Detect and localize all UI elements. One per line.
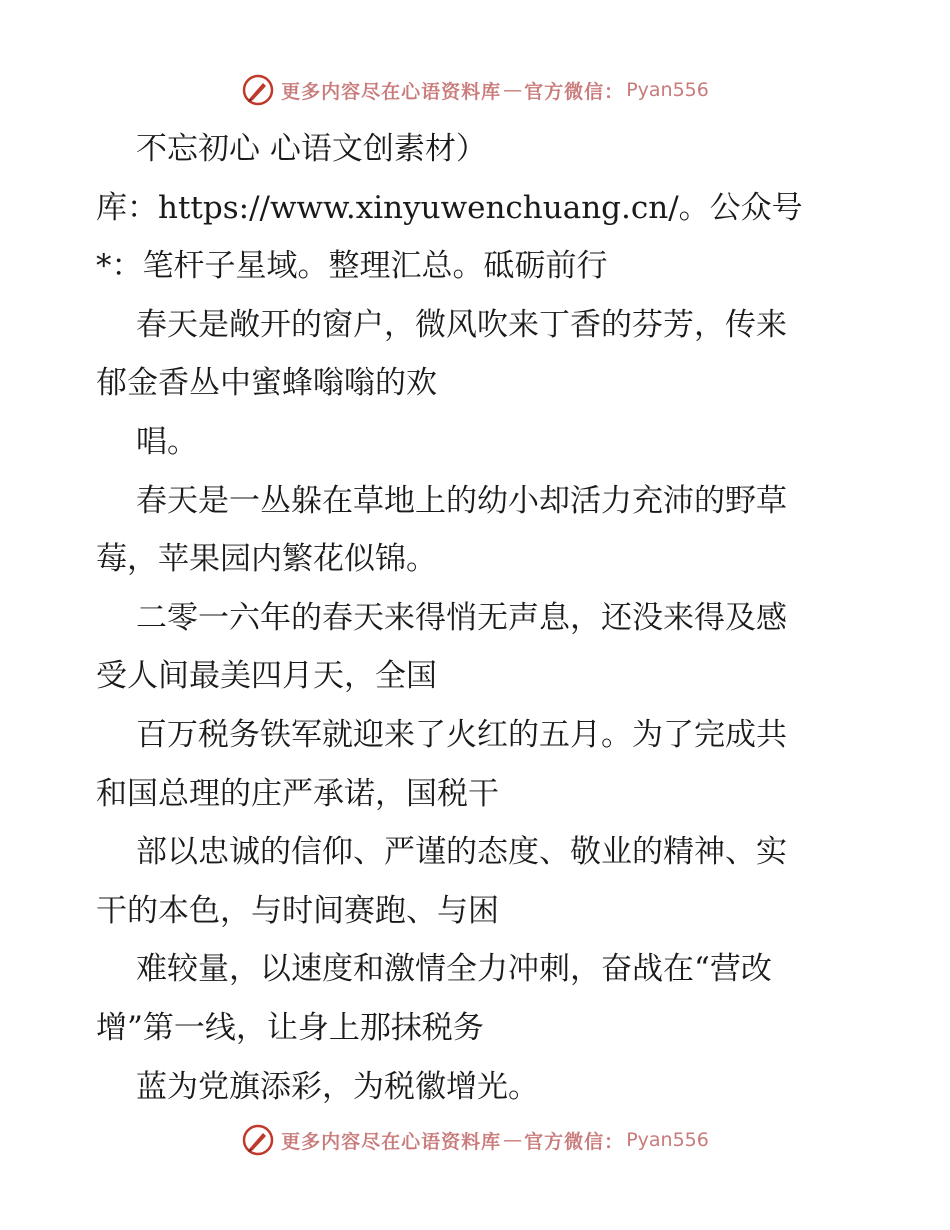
banner-dash: —	[503, 79, 523, 101]
text-line: 春天是一丛躲在草地上的幼小却活力充沛的野草	[136, 482, 787, 519]
banner-dash: —	[503, 1129, 523, 1151]
text-line: 莓，苹果园内繁花似锦。	[96, 541, 437, 578]
banner-wechat-id: Pyan556	[626, 79, 709, 101]
pen-logo-icon	[241, 1123, 275, 1157]
text-line: 和国总理的庄严承诺，国税干	[96, 775, 499, 812]
pen-logo-icon	[241, 73, 275, 107]
text-line: 蓝为党旗添彩，为税徽增光。	[136, 1068, 539, 1105]
text-line: 增”第一线，让身上那抹税务	[96, 1009, 484, 1046]
header-banner	[0, 70, 950, 110]
text-line: 百万税务铁军就迎来了火红的五月。为了完成共	[136, 716, 787, 753]
text-line: 部以忠诚的信仰、严谨的态度、敬业的精神、实	[136, 834, 787, 871]
banner-wechat-id: Pyan556	[626, 1129, 709, 1151]
text-line: 难较量，以速度和激情全力冲刺，奋战在“营改	[136, 951, 772, 988]
text-line: *：笔杆子星域。整理汇总。砥砺前行	[96, 248, 608, 285]
text-line: 不忘初心 心语文创素材）	[136, 131, 487, 167]
text-line: 春天是敞开的窗户，微风吹来丁香的芬芳，传来	[136, 306, 787, 343]
banner-wechat-label: 官方微信：	[524, 1130, 625, 1153]
text-line: 郁金香丛中蜜蜂嗡嗡的欢	[96, 365, 437, 402]
banner-site-text: 更多内容尽在心语资料库	[281, 80, 502, 103]
text-line: 受人间最美四月天，全国	[96, 658, 437, 695]
text-line: 干的本色，与时间赛跑、与困	[96, 892, 499, 929]
document-body	[96, 120, 866, 1116]
banner-wechat-label: 官方微信：	[524, 80, 625, 103]
text-line: 库：https://www.xinyuwenchuang.cn/。公众号	[96, 189, 803, 226]
text-line: 唱。	[136, 423, 198, 460]
footer-banner	[0, 1120, 950, 1160]
banner-site-text: 更多内容尽在心语资料库	[281, 1130, 502, 1153]
text-line: 二零一六年的春天来得悄无声息，还没来得及感	[136, 599, 787, 636]
